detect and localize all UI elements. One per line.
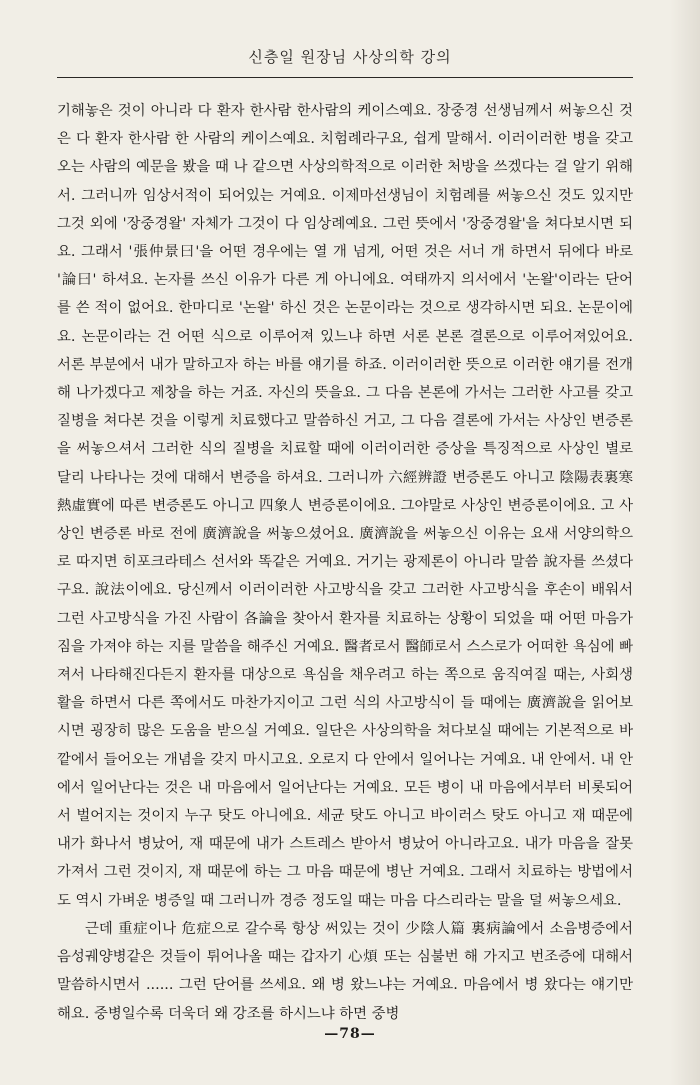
- body-text: [57, 97, 633, 1028]
- paragraph: 기해놓은 것이 아니라 다 환자 한사람 한사람의 케이스예요. 장중경 선생님께서 써놓으신 것은 다 환자 한사람 한 사람의 케이스예요. 치험례라구요, 쉽게 말해서. 이러이러한 병을 갖고 오는 사람의 예문을 봤을 때 나 같으면 사상의학적으로 이러한 처방을 쓰겠다는 걸 알기 위해서. 그러니까 임상서적이 되어있는 거예요. 이제마선생님이 치험례를 써놓으신 것도 있지만 그것 외에 '장중경왈' 자체가 그것이 다 임상례예요. 그런 뜻에서 '장중경왈'을 쳐다보시면 되요. 그래서 '張仲景曰'을 어떤 경우에는 열 개 넘게, 어떤 것은 서너 개 하면서 뒤에다 바로 '論曰' 하셔요. 논자를 쓰신 이유가 다른 게 아니에요. 여태까지 의서에서 '논왈'이라는 단어를 쓴 적이 없어요. 한마디로 '논왈' 하신 것은 논문이라는 것으로 생각하시면 되요. 논문이에요. 논문이라는 건 어떤 식으로 이루어져 있느냐 하면 서론 본론 결론으로 이루어져있어요. 서론 부분에서 내가 말하고자 하는 바를 얘기를 하죠. 이러이러한 뜻으로 이러한 얘기를 전개해 나가겠다고 제창을 하는 거죠. 자신의 뜻을요. 그 다음 본론에 가서는 그러한 사고를 갖고 질병을 쳐다본 것을 이렇게 치료했다고 말씀하신 거고, 그 다음 결론에 가서는 사상인 변증론을 써놓으셔서 그러한 식의 질병을 치료할 때에 이러이러한 증상을 특징적으로 사상인 별로 달리 나타나는 것에 대해서 변증을 하셔요. 그러니까 六經辨證 변증론도 아니고 陰陽表裏寒熱虛實에 따른 변증론도 아니고 四象人 변증론이에요. 그야말로 사상인 변증론이에요. 고 사상인 변증론 바로 전에 廣濟說을 써놓으셨어요. 廣濟說을 써놓으신 이유는 요새 서양의학으로 따지면 히포크라테스 선서와 똑같은 거예요. 거기는 광제론이 아니라 말씀 說자를 쓰셨다구요. 說法이에요. 당신께서 이러이러한 사고방식을 갖고 그러한 사고방식을 후손이 배워서 그런 사고방식을 가진 사람이 各論을 찾아서 환자를 치료하는 상황이 되었을 때 어떤 마음가짐을 가져야 하는 지를 말씀을 해주신 거예요. 醫者로서 醫師로서 스스로가 어떠한 욕심에 빠져서 나타해진다든지 환자를 대상으로 욕심을 채우려고 하는 쪽으로 움직여질 때는, 사회생활을 하면서 다른 쪽에서도 마찬가지이고 그런 식의 사고방식이 들 때에는 廣濟說을 읽어보시면 굉장히 많은 도움을 받으실 거예요. 일단은 사상의학을 쳐다보실 때에는 기본적으로 바깥에서 들어오는 개념을 갖지 마시고요. 오로지 다 안에서 일어나는 거예요. 내 안에서. 내 안에서 일어난다는 것은 내 마음에서 일어난다는 거예요. 모든 병이 내 마음에서부터 비롯되어서 벌어지는 것이지 누구 탓도 아니에요. 세균 탓도 아니고 바이러스 탓도 아니고 재 때문에 내가 화나서 병났어, 재 때문에 내가 스트레스 받아서 병났어 아니라고요. 내가 마음을 잘못 가져서 그런 것이지, 재 때문에 하는 그 마음 때문에 병난 거예요. 그래서 치료하는 방법에서도 역시 가벼운 병증일 때 그러니까 경증 정도일 때는 마음 다스리라는 말을 덜 써놓으세요.: [57, 103, 633, 909]
- header-rule: [57, 77, 633, 78]
- running-header-title: 신층일 원장님 사상의학 강의: [248, 48, 452, 66]
- paragraph: 근데 重症이나 危症으로 갈수록 항상 써있는 것이 少陰人篇 裏病論에서 소음병증에서 음성궤양병같은 것들이 튀어나올 때는 갑자기 心煩 또는 심불번 해 가지고 번조증에 대해서 말씀하시면서 ...... 그런 단어를 쓰세요. 왜 병 왔느냐는 거예요. 마음에서 병 왔다는 얘기만 해요. 중병일수록 더욱더 왜 강조를 하시느냐 하면 중병: [57, 920, 633, 1022]
- page-edge-shadow: [670, 0, 700, 1085]
- page-number: —78—: [324, 1026, 376, 1042]
